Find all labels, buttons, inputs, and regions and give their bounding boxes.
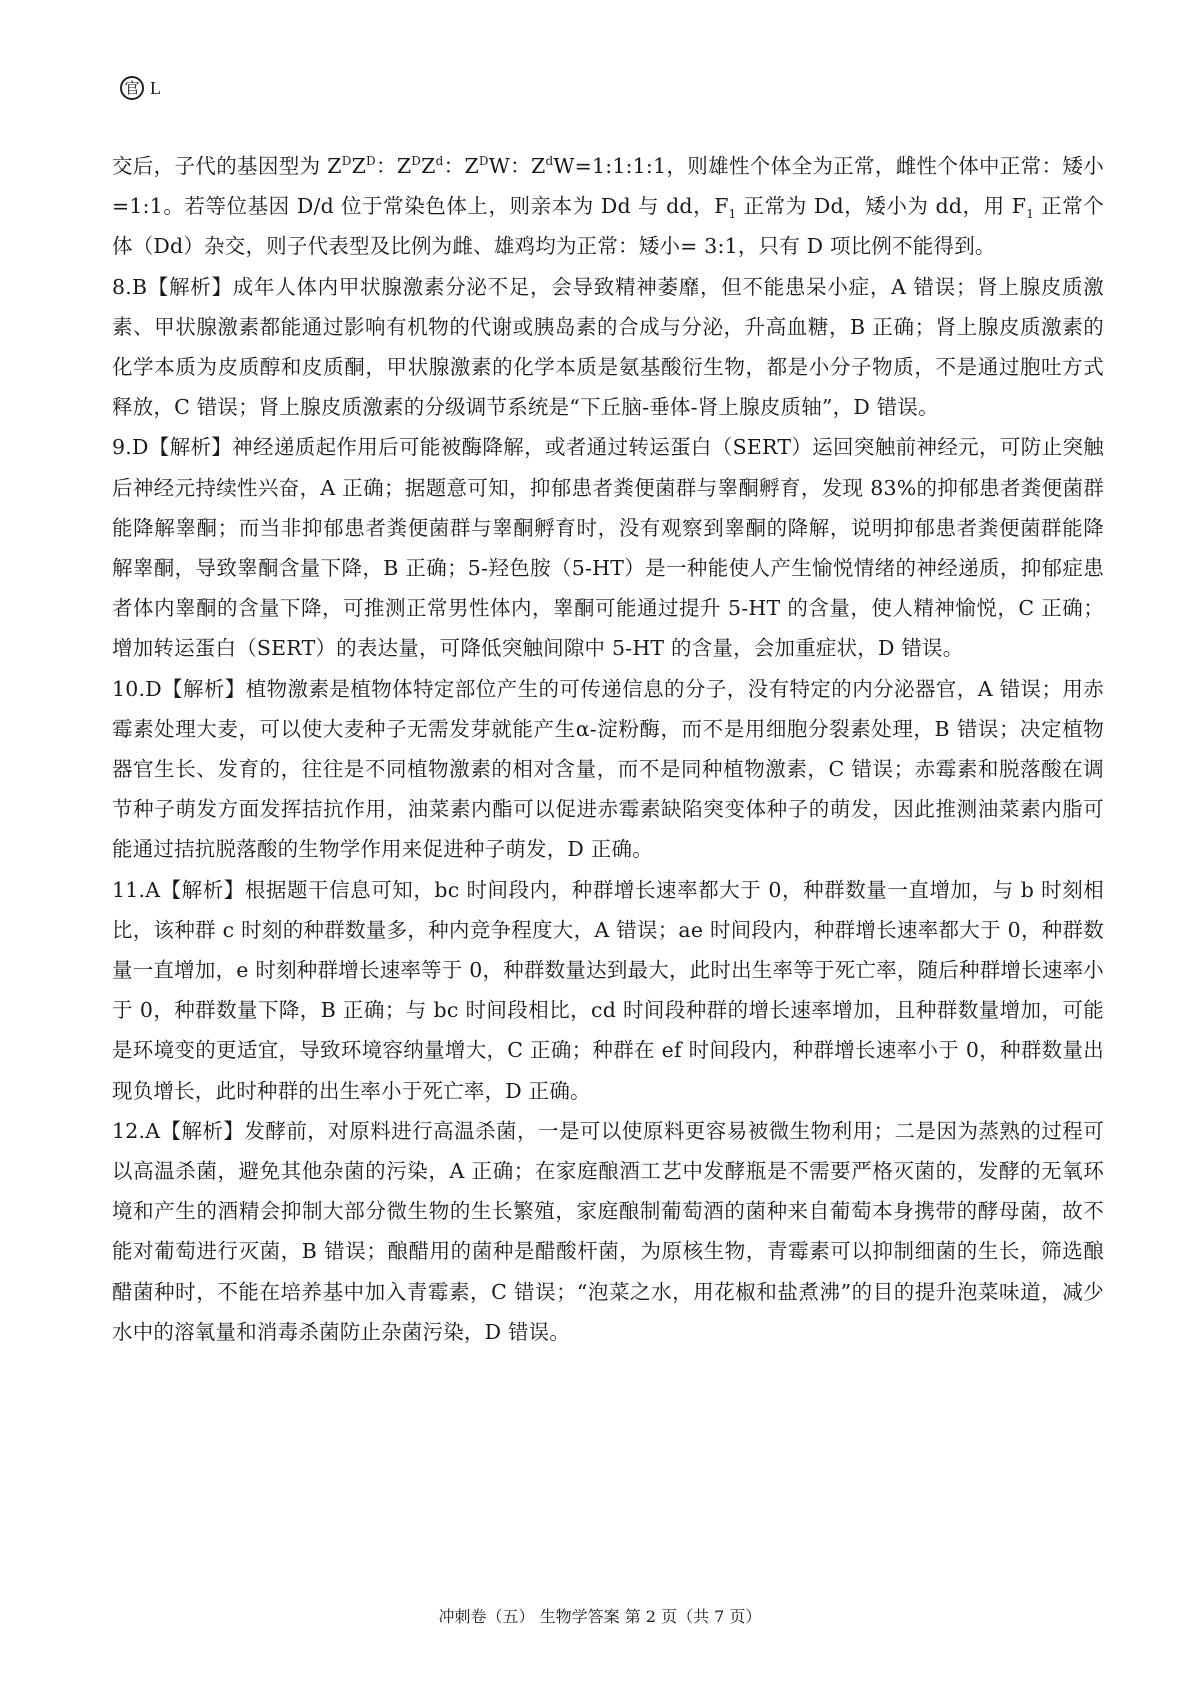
subscript: 1 — [1026, 207, 1035, 222]
answer-paragraph-continued: 交后，子代的基因型为 $Z^DZ^D$：$Z^DZ^d$：$Z^DW$：$Z^dW=1:1:1:1$，则雄性个体全为正常，雌性个体中正常：矮小=1:1。若等位基因 D/d 位于常染色体上，则亲本为 Dd 与 dd，$F_1$ 正常为 Dd，矮小为 dd，用 $F_1$ 正常个体（Dd）杂交，则子代表型及比例为雌、雄鸡均为正常：矮小= 3:1，只有 D 项比例不能得到。 — [112, 154, 1104, 259]
publisher-logo — [120, 76, 161, 100]
superscript: D — [366, 154, 376, 169]
superscript: d — [435, 154, 444, 169]
answer-paragraph: 12.A【解析】发酵前，对原料进行高温杀菌，一是可以使原料更容易被微生物利用；二是因为蒸熟的过程可以高温杀菌，避免其他杂菌的污染，A 正确；在家庭酿酒工艺中发酵瓶是不需要严格灭菌的，发酵的无氧环境和产生的酒精会抑制大部分微生物的生长繁殖，家庭酿制葡萄酒的菌种来自葡萄本身携带的酵母菌，故不能对葡萄进行灭菌，B 错误；酿醋用的菌种是醋酸杆菌，为原核生物，青霉素可以抑制细菌的生长，筛选酿醋菌种时，不能在培养基中加入青霉素，C 错误；“泡菜之水，用花椒和盐煮沸”的目的提升泡菜味道，减少水中的溶氧量和消毒杀菌防止杂菌污染，D 错误。 — [112, 1118, 1104, 1344]
answer-paragraph: 10.D【解析】植物激素是植物体特定部位产生的可传递信息的分子，没有特定的内分泌器官，A 错误；用赤霉素处理大麦，可以使大麦种子无需发芽就能产生α-淀粉酶，而不是用细胞分裂素处理，B 错误；决定植物器官生长、发育的，往往是不同植物激素的相对含量，而不是同种植物激素，C 错误；赤霉素和脱落酸在调节种子萌发方面发挥拮抗作用，油菜素内酯可以促进赤霉素缺陷突变体种子的萌发，因此推测油菜素内脂可能通过拮抗脱落酸的生物学作用来促进种子萌发，D 正确。 — [112, 676, 1104, 862]
superscript: d — [545, 154, 554, 169]
superscript: D — [341, 154, 352, 169]
logo-seal-icon: 官 — [120, 76, 144, 100]
superscript: D — [478, 154, 489, 169]
answer-paragraph: 11.A【解析】根据题干信息可知，bc 时间段内，种群增长速率都大于 0，种群数量一直增加，与 b 时刻相比，该种群 c 时刻的种群数量多，种内竞争程度大，A 错误；ae 时间段内，种群增长速率都大于 0，种群数量一直增加，e 时刻种群增长速率等于 0，种群数量达到最大，此时出生率等于死亡率，随后种群增长速率小于 0，种群数量下降，B 正确；与 bc 时间段相比，cd 时间段种群的增长速率增加，且种群数量增加，可能是环境变的更适宜，导致环境容纳量增大，C 正确；种群在 ef 时间段内，种群增长速率小于 0，种群数量出现负增长，此时种群的出生率小于死亡率，D 正确。 — [112, 877, 1104, 1103]
page-footer: 冲刺卷（五） 生物学答案 第 2 页（共 7 页） — [438, 1607, 762, 1626]
answer-content — [112, 146, 1104, 1352]
superscript: D — [411, 154, 422, 169]
answer-paragraph: 8.B【解析】成年人体内甲状腺激素分泌不足，会导致精神萎靡，但不能患呆小症，A 错误；肾上腺皮质激素、甲状腺激素都能通过影响有机物的代谢或胰岛素的合成与分泌，升高血糖，B 正确；肾上腺皮质激素的化学本质为皮质醇和皮质酮，甲状腺激素的化学本质是氨基酸衍生物，都是小分子物质，不是通过胞吐方式释放，C 错误；肾上腺皮质激素的分级调节系统是“下丘脑-垂体-肾上腺皮质轴”，D 错误。 — [112, 274, 1104, 420]
subscript: 1 — [728, 207, 737, 222]
logo-letter: L — [150, 77, 161, 98]
answer-paragraph: 9.D【解析】神经递质起作用后可能被酶降解，或者通过转运蛋白（SERT）运回突触前神经元，可防止突触后神经元持续性兴奋，A 正确；据题意可知，抑郁患者粪便菌群与睾酮孵育，发现 83%的抑郁患者粪便菌群能降解睾酮；而当非抑郁患者粪便菌群与睾酮孵育时，没有观察到睾酮的降解，说明抑郁患者粪便菌群能降解睾酮，导致睾酮含量下降，B 正确；5-羟色胺（5-HT）是一种能使人产生愉悦情绪的神经递质，抑郁症患者体内睾酮的含量下降，可推测正常男性体内，睾酮可能通过提升 5-HT 的含量，使人精神愉悦，C 正确；增加转运蛋白（SERT）的表达量，可降低突触间隙中 5-HT 的含量，会加重症状，D 错误。 — [112, 435, 1104, 661]
